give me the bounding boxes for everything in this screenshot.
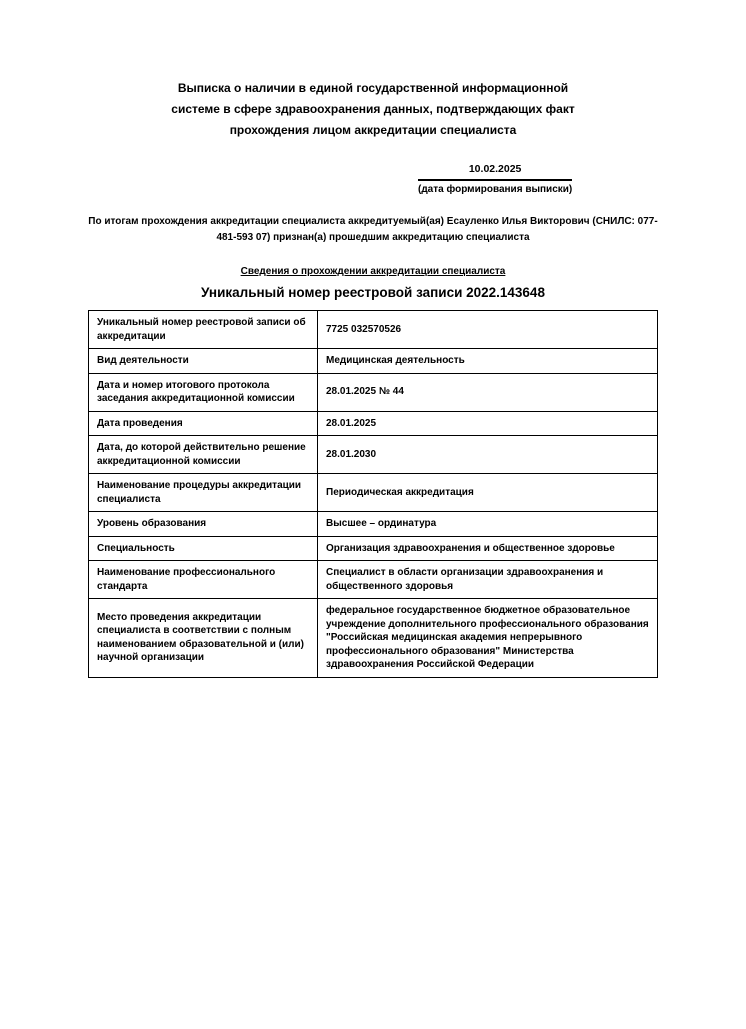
row-value-cell: Периодическая аккредитация <box>318 474 658 512</box>
row-value-cell: Специалист в области организации здравоохранения и общественного здоровья <box>318 561 658 599</box>
table-row <box>89 311 658 349</box>
table-row <box>89 373 658 411</box>
row-label-cell: Наименование профессионального стандарта <box>89 561 318 599</box>
document-title: Выписка о наличии в единой государственной информационной системе в сфере здравоохранения данных, подтверждающих факт прохождения лицом аккредитации специалиста <box>171 81 575 137</box>
row-label-cell: Место проведения аккредитации специалиста в соответствии с полным наименованием образовательной и (или) научной организации <box>89 599 318 678</box>
row-label-cell: Уровень образования <box>89 512 318 537</box>
row-value-cell: 7725 032570526 <box>318 311 658 349</box>
row-value-cell: Медицинская деятельность <box>318 349 658 374</box>
row-value-cell: Высшее – ординатура <box>318 512 658 537</box>
row-label-cell: Дата проведения <box>89 411 318 436</box>
row-value-cell: 28.01.2025 № 44 <box>318 373 658 411</box>
row-label-cell: Дата, до которой действительно решение аккредитационной комиссии <box>89 436 318 474</box>
row-value-cell: Организация здравоохранения и общественное здоровье <box>318 536 658 561</box>
accreditation-table <box>88 310 658 678</box>
table-row <box>89 349 658 374</box>
extract-date: 10.02.2025 <box>418 163 572 181</box>
row-label-cell: Специальность <box>89 536 318 561</box>
table-row <box>89 512 658 537</box>
row-value-cell: 28.01.2030 <box>318 436 658 474</box>
intro-paragraph: По итогам прохождения аккредитации специалиста аккредитуемый(ая) Есауленко Илья Викторович (СНИЛС: 077-481-593 07) признан(а) прошедшим аккредитацию специалиста <box>88 216 658 243</box>
section-header: Сведения о прохождении аккредитации специалиста <box>240 266 506 277</box>
registry-number-header: Уникальный номер реестровой записи 2022.143648 <box>201 285 545 300</box>
table-row <box>89 599 658 678</box>
row-label-cell: Уникальный номер реестровой записи об аккредитации <box>89 311 318 349</box>
table-row <box>89 536 658 561</box>
row-value-cell: федеральное государственное бюджетное образовательное учреждение дополнительного профессионального образования "Российская медицинская академия непрерывного профессионального образования" Министерства здравоохранения Российской Федерации <box>318 599 658 678</box>
row-label-cell: Наименование процедуры аккредитации специалиста <box>89 474 318 512</box>
table-row <box>89 474 658 512</box>
extract-date-caption: (дата формирования выписки) <box>418 184 573 195</box>
row-label-cell: Вид деятельности <box>89 349 318 374</box>
table-row <box>89 436 658 474</box>
table-row <box>89 411 658 436</box>
row-value-cell: 28.01.2025 <box>318 411 658 436</box>
row-label-cell: Дата и номер итогового протокола заседания аккредитационной комиссии <box>89 373 318 411</box>
extract-date-block <box>418 163 572 196</box>
table-row <box>89 561 658 599</box>
